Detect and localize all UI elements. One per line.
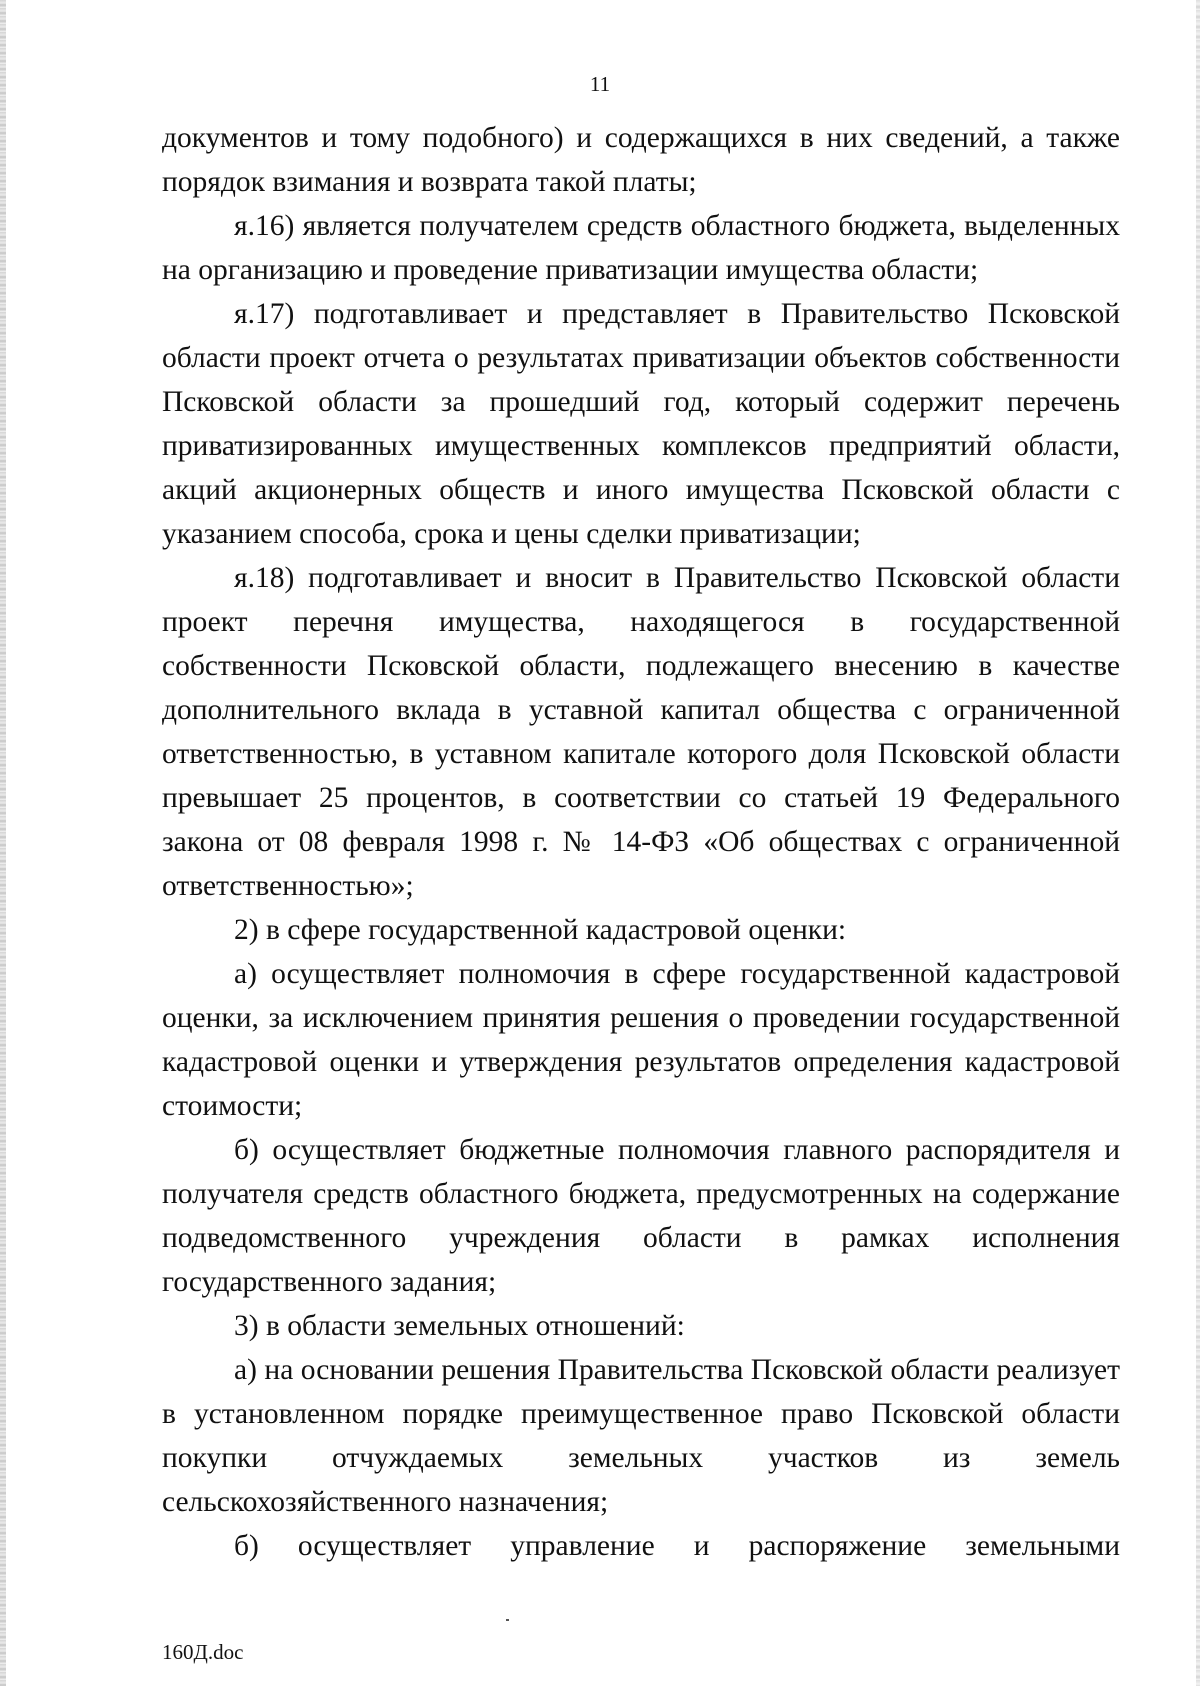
paragraph-2a: а) осуществляет полномочия в сфере государственной кадастровой оценки, за исключением принятия решения о проведении государственной кадастровой оценки и утверждения результатов определения кадастровой стоимости;	[162, 958, 1120, 1122]
paragraph-3a: а) на основании решения Правительства Псковской области реализует в установленном порядке преимущественное право Псковской области покупки отчуждаемых земельных участков из земель сельскохозяйственного назначения;	[162, 1354, 1120, 1518]
paragraph-ya18: я.18) подготавливает и вносит в Правительство Псковской области проект перечня имущества, находящегося в государственной собственности Псковской области, подлежащего внесению в качестве дополнительного вклада в уставной капитал общества с ограниченной ответственностью, в уставном капитале которого доля Псковской области превышает 25 процентов, в соответствии со статьей 19 Федерального закона от 08 февраля 1998 г. № 14-ФЗ «Об обществах с ограниченной ответственностью»;	[162, 562, 1120, 902]
paragraph-section-2: 2) в сфере государственной кадастровой оценки:	[234, 914, 847, 946]
paragraph-section-3: 3) в области земельных отношений:	[234, 1310, 685, 1342]
paragraph-ya17: я.17) подготавливает и представляет в Правительство Псковской области проект отчета о результатах приватизации объектов собственности Псковской области за прошедший год, который содержит перечень приватизированных имущественных комплексов предприятий области, акций акционерных обществ и иного имущества Псковской области с указанием способа, срока и цены сделки приватизации;	[162, 298, 1120, 550]
paragraph-continuation: документов и тому подобного) и содержащихся в них сведений, а также порядок взимания и возврата такой платы;	[162, 122, 1120, 198]
scan-speck	[506, 1619, 509, 1621]
page-number: 11	[589, 72, 611, 96]
paragraph-2b: б) осуществляет бюджетные полномочия главного распорядителя и получателя средств областного бюджета, предусмотренных на содержание подведомственного учреждения области в рамках исполнения государственного задания;	[162, 1134, 1120, 1298]
paragraph-ya16: я.16) является получателем средств областного бюджета, выделенных на организацию и проведение приватизации имущества области;	[162, 210, 1120, 286]
scan-edge-right	[1196, 0, 1200, 1686]
scan-edge-left	[0, 0, 6, 1686]
footer-filename: 160Д.doc	[162, 1640, 244, 1664]
document-body	[162, 116, 1120, 1568]
paragraph-3b: б) осуществляет управление и распоряжение земельными	[234, 1530, 1120, 1562]
